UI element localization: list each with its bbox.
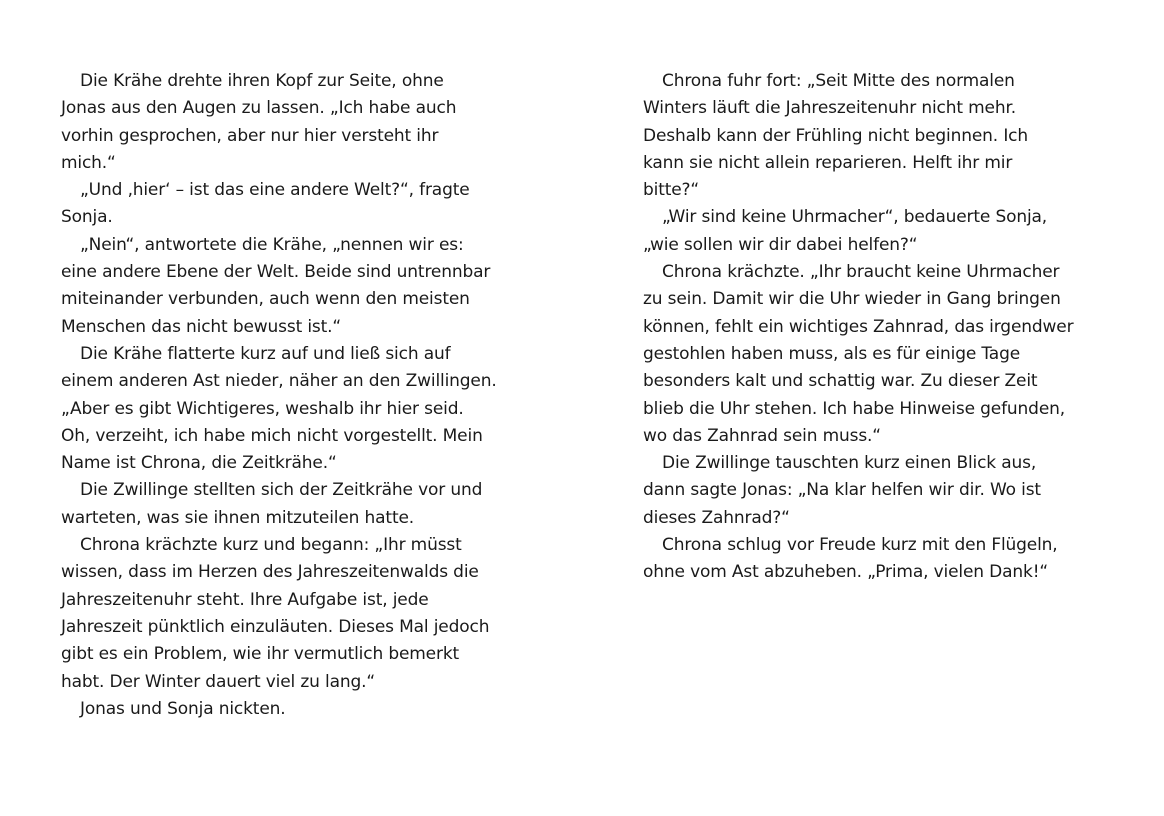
text-line: „Wir sind keine Uhrmacher“, bedauerte Sonja, (662, 207, 1048, 228)
text-line: Die Krähe flatterte kurz auf und ließ sich auf (80, 343, 451, 364)
text-line: vorhin gesprochen, aber nur hier versteht ihr (61, 125, 439, 146)
left-page-text (61, 68, 531, 723)
text-line: Oh, verzeiht, ich habe mich nicht vorgestellt. Mein (61, 425, 483, 446)
text-line: Die Zwillinge tauschten kurz einen Blick aus, (662, 453, 1037, 474)
text-line: kann sie nicht allein reparieren. Helft ihr mir (643, 152, 1013, 173)
text-line: Jonas und Sonja nickten. (80, 698, 286, 719)
text-line: warteten, was sie ihnen mitzuteilen hatte. (61, 507, 415, 528)
text-line: Die Zwillinge stellten sich der Zeitkrähe vor und (80, 480, 483, 501)
text-line: miteinander verbunden, auch wenn den meisten (61, 289, 470, 310)
text-line: dieses Zahnrad?“ (643, 507, 790, 528)
text-line: wo das Zahnrad sein muss.“ (643, 425, 881, 446)
text-line: Name ist Chrona, die Zeitkrähe.“ (61, 453, 337, 474)
text-line: Sonja. (61, 207, 113, 228)
text-line: habt. Der Winter dauert viel zu lang.“ (61, 671, 376, 692)
text-line: Chrona krächzte. „Ihr braucht keine Uhrmacher (662, 262, 1060, 283)
text-line: dann sagte Jonas: „Na klar helfen wir dir. Wo ist (643, 480, 1041, 501)
right-page-text (643, 68, 1113, 587)
text-line: Die Krähe drehte ihren Kopf zur Seite, ohne (80, 71, 444, 91)
text-line: ohne vom Ast abzuheben. „Prima, vielen Dank!“ (643, 562, 1049, 583)
text-line: Menschen das nicht bewusst ist.“ (61, 316, 342, 337)
text-line: zu sein. Damit wir die Uhr wieder in Gang bringen (643, 289, 1061, 310)
text-line: Winters läuft die Jahreszeitenuhr nicht mehr. (643, 98, 1017, 119)
text-line: Jahreszeit pünktlich einzuläuten. Dieses Mal jedoch (61, 616, 490, 637)
text-line: mich.“ (61, 152, 116, 173)
text-line: „Aber es gibt Wichtigeres, weshalb ihr hier seid. (61, 398, 464, 419)
text-line: „wie sollen wir dir dabei helfen?“ (643, 234, 918, 255)
text-line: bitte?“ (643, 180, 700, 201)
text-line: blieb die Uhr stehen. Ich habe Hinweise gefunden, (643, 398, 1066, 419)
text-line: „Nein“, antwortete die Krähe, „nennen wir es: (80, 234, 464, 255)
text-line: können, fehlt ein wichtiges Zahnrad, das irgendwer (643, 316, 1074, 337)
text-line: Jonas aus den Augen zu lassen. „Ich habe auch (61, 98, 457, 119)
text-line: Chrona krächzte kurz und begann: „Ihr müsst (80, 535, 462, 556)
text-line: wissen, dass im Herzen des Jahreszeitenwalds die (61, 562, 479, 583)
text-line: einem anderen Ast nieder, näher an den Zwillingen. (61, 371, 497, 392)
text-line: gibt es ein Problem, wie ihr vermutlich bemerkt (61, 644, 460, 665)
text-line: Jahreszeitenuhr steht. Ihre Aufgabe ist, jede (61, 589, 429, 610)
text-line: Chrona fuhr fort: „Seit Mitte des normalen (662, 71, 1015, 91)
text-line: „Und ‚hier‘ – ist das eine andere Welt?“, fragte (80, 180, 470, 201)
text-line: eine andere Ebene der Welt. Beide sind untrennbar (61, 262, 491, 283)
text-line: gestohlen haben muss, als es für einige Tage (643, 343, 1021, 364)
text-line: Deshalb kann der Frühling nicht beginnen. Ich (643, 125, 1028, 146)
text-line: Chrona schlug vor Freude kurz mit den Flügeln, (662, 535, 1058, 556)
text-line: besonders kalt und schattig war. Zu dieser Zeit (643, 371, 1038, 392)
